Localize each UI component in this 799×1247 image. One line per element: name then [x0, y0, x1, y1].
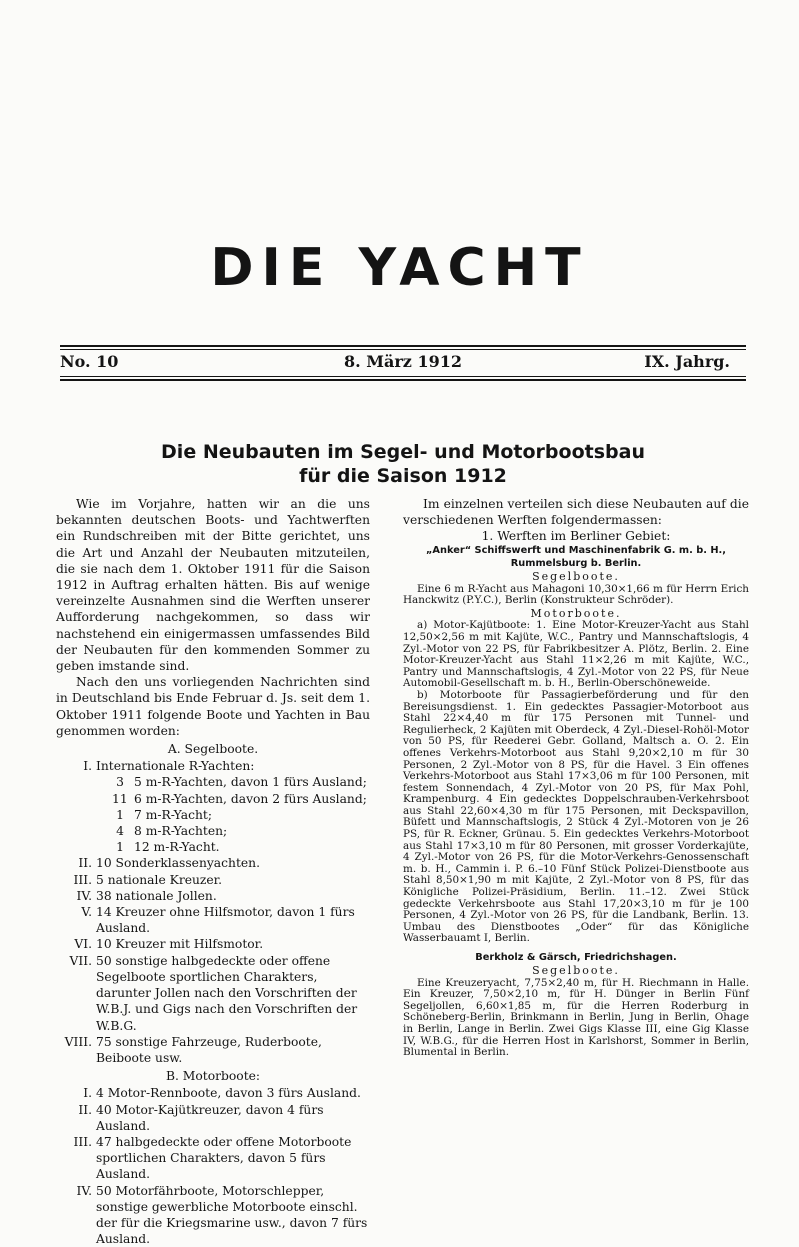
list-item: IV. 50 Motorfährboote, Motorschlepper, sonstige gewerbliche Motorboote einschl. der für die Kriegsmarine usw., davon 7 fürs Ausland.	[76, 1183, 368, 1247]
article-title-line2: für die Saison 1912	[299, 465, 507, 487]
article-title-line1: Die Neubauten im Segel- und Motorbootsbau	[161, 441, 645, 463]
firm2-segel-text: Eine Kreuzeryacht, 7,75×2,40 m, für H. Riechmann in Halle. Ein Kreuzer, 7,50×2,10 m, für H. Dünger in Berlin Fünf Segeljollen, 6,60×1,85 m, für die Herren Roderburg in Schöneberg-Berlin, Brinkmann in Berlin, Jung in Berlin, Ohage in Berlin, Lange in Berlin. Zwei Gigs Klasse III, eine Gig Klasse IV, W.B.G., für die Herren Host in Karlshorst, Sommer in Berlin, Blumental in Berlin.	[403, 976, 749, 1059]
list-item: VIII. 75 sonstige Fahrzeuge, Ruderboote, Beiboote usw.	[64, 1034, 322, 1065]
list-item: VI. 10 Kreuzer mit Hilfsmotor.	[74, 937, 264, 952]
intro-paragraph-1: Wie im Vorjahre, hatten wir an die uns bekannten deutschen Boots- und Yachtwerften ein Rundschreiben mit der Bitte gerichtet, uns die Art und Anzahl der Neubauten mitzuteilen, die sie nach dem 1. Oktober 1911 für die Saison 1912 in Auftrag erhalten hätten. Bis auf wenige vereinzelte Ausnahmen sind die Werften unserer Aufforderung nachgekommen, so dass wir nachstehend ein einigermassen umfassendes Bild der Neubauten für den kommenden Sommer zu geben imstande sind.	[56, 497, 370, 674]
firm2-segel-heading: Segelboote.	[532, 964, 620, 977]
r-yacht-item: 4 8 m-R-Yachten;	[116, 824, 228, 839]
issue-date: 8. März 1912	[344, 352, 462, 371]
firm1-motor-heading: Motorboote.	[530, 606, 622, 620]
r-yacht-item: 11 6 m-R-Yachten, davon 2 fürs Ausland;	[112, 791, 367, 806]
masthead-rule-top	[60, 345, 746, 347]
list-item: I. Internationale R-Yachten:	[83, 759, 255, 774]
r-yacht-item: 3 5 m-R-Yachten, davon 1 fürs Ausland;	[116, 775, 367, 790]
section-a-list	[56, 758, 370, 1066]
masthead-rule-bottom	[60, 379, 746, 381]
section-b-heading: B. Motorboote:	[165, 1069, 261, 1084]
firm2-name: Berkholz & Gärsch, Friedrichshagen.	[475, 952, 677, 963]
section-a-heading: A. Segelboote.	[167, 742, 259, 757]
article-title	[60, 440, 746, 488]
section-b-list	[56, 1085, 370, 1247]
list-item: III. 5 nationale Kreuzer.	[73, 872, 223, 887]
r-yacht-item: 1 12 m-R-Yacht.	[116, 840, 220, 855]
right-column	[403, 496, 749, 1059]
region-heading: 1. Werften im Berliner Gebiet:	[481, 529, 671, 544]
firm1-motor-b: b) Motorboote für Passagierbeförderung und für den Bereisungsdienst. 1. Ein gedecktes Passagier-Motorboot aus Stahl 22×4,40 m für 175 Personen mit Tunnel- und Regulierheck, 2 Kajüten mit Oberdeck, 4 Zyl.-Diesel-Rohöl-Motor von 50 PS, für Reederei Gebr. Golland, Maltsch a. O. 2. Ein offenes Verkehrs-Motorboot aus Stahl 9,20×2,10 m für 30 Personen, 2 Zyl.-Motor von 8 PS, für die Havel. 3 Ein offenes Verkehrs-Motorboot aus Stahl 17×3,06 m für 100 Personen, mit festem Sonnendach, 4 Zyl.-Motor von 20 PS, für Max Pohl, Krampenburg. 4 Ein gedecktes Doppelschrauben-Verkehrsboot aus Stahl 22,60×4,30 m für 175 Personen, mit Deckspavillon, Büfett und Mannschaftslogis, 2 Stück 4 Zyl.-Motoren von je 26 PS, für R. Eckner, Grünau. 5. Ein gedecktes Verkehrs-Motorboot aus Stahl 17×3,10 m für 80 Personen, mit grosser Vorderkajüte, 4 Zyl.-Motor von 26 PS, für die Motor-Verkehrs-Genossenschaft m. b. H., Cammin i. P. 6.–10 Fünf Stück Polizei-Dienstboote aus Stahl 8,50×1,90 m mit Kajüte, 2 Zyl.-Motor von 8 PS, für das Königliche Polizei-Präsidium, Berlin. 11.–12. Zwei Stück gedeckte Verkehrsboote aus Stahl 17,20×3,10 m für je 100 Personen, 4 Zyl.-Motor von 26 PS, für die Landbank, Berlin. 13. Umbau des Dienstbootes „Oder“ für das Königliche Wasserbauamt I, Berlin.	[403, 688, 749, 945]
issue-line	[60, 350, 746, 376]
list-item: V. 14 Kreuzer ohne Hilfsmotor, davon 1 fürs Ausland.	[81, 905, 355, 936]
list-item: III. 47 halbgedeckte oder offene Motorboote sportlichen Charakters, davon 5 fürs Ausland.	[73, 1134, 352, 1182]
list-item: IV. 38 nationale Jollen.	[76, 888, 217, 903]
r-yacht-item: 1 7 m-R-Yacht;	[116, 807, 212, 822]
list-item: II. 40 Motor-Kajütkreuzer, davon 4 fürs Ausland.	[78, 1102, 324, 1133]
right-intro: Im einzelnen verteilen sich diese Neubauten auf die verschiedenen Werften folgendermassen:	[403, 497, 749, 528]
firm1-name-line1: „Anker“ Schiffswerft und Maschinenfabrik G. m. b. H.,	[425, 545, 727, 556]
list-item: I. 4 Motor-Rennboote, davon 3 fürs Ausland.	[83, 1086, 361, 1101]
firm1-name-line2: Rummelsburg b. Berlin.	[510, 558, 642, 569]
firm1-motor-a: a) Motor-Kajütboote: 1. Eine Motor-Kreuzer-Yacht aus Stahl 12,50×2,56 m mit Kajüte, W.C., Pantry und Mannschaftslogis, 4 Zyl.-Motor von 22 PS, für Fabrikbesitzer A. Plötz, Berlin. 2. Eine Motor-Kreuzer-Yacht aus Stahl 11×2,26 m mit Kajüte, W.C., Pantry und Mannschaftslogis, 4 Zyl.-Motor von 22 PS, für Neue Automobil-Gesellschaft m. b. H., Berlin-Oberschöneweide.	[403, 619, 749, 690]
issue-number: No. 10	[60, 352, 119, 371]
masthead-rule-bottom-thin	[60, 376, 746, 377]
firm1-segel-heading: Segelboote.	[532, 570, 620, 583]
firm1-segel-text: Eine 6 m R-Yacht aus Mahagoni 10,30×1,66 m für Herrn Erich Hanckwitz (P.Y.C.), Berlin (Konstrukteur Schröder).	[403, 582, 749, 607]
issue-volume: IX. Jahrg.	[644, 352, 730, 371]
left-column	[56, 496, 370, 1247]
list-item: VII. 50 sonstige halbgedeckte oder offene Segelboote sportlichen Charakters, darunter Jollen nach den Vorschriften der W.B.J. und Gigs nach den Vorschriften der W.B.G.	[69, 953, 358, 1033]
list-item: II. 10 Sonderklassenyachten.	[78, 856, 260, 871]
intro-paragraph-2: Nach den uns vorliegenden Nachrichten sind in Deutschland bis Ende Februar d. Js. seit dem 1. Oktober 1911 folgende Boote und Yachten in Bau genommen worden:	[56, 675, 370, 738]
masthead-title: DIE YACHT	[210, 238, 589, 298]
